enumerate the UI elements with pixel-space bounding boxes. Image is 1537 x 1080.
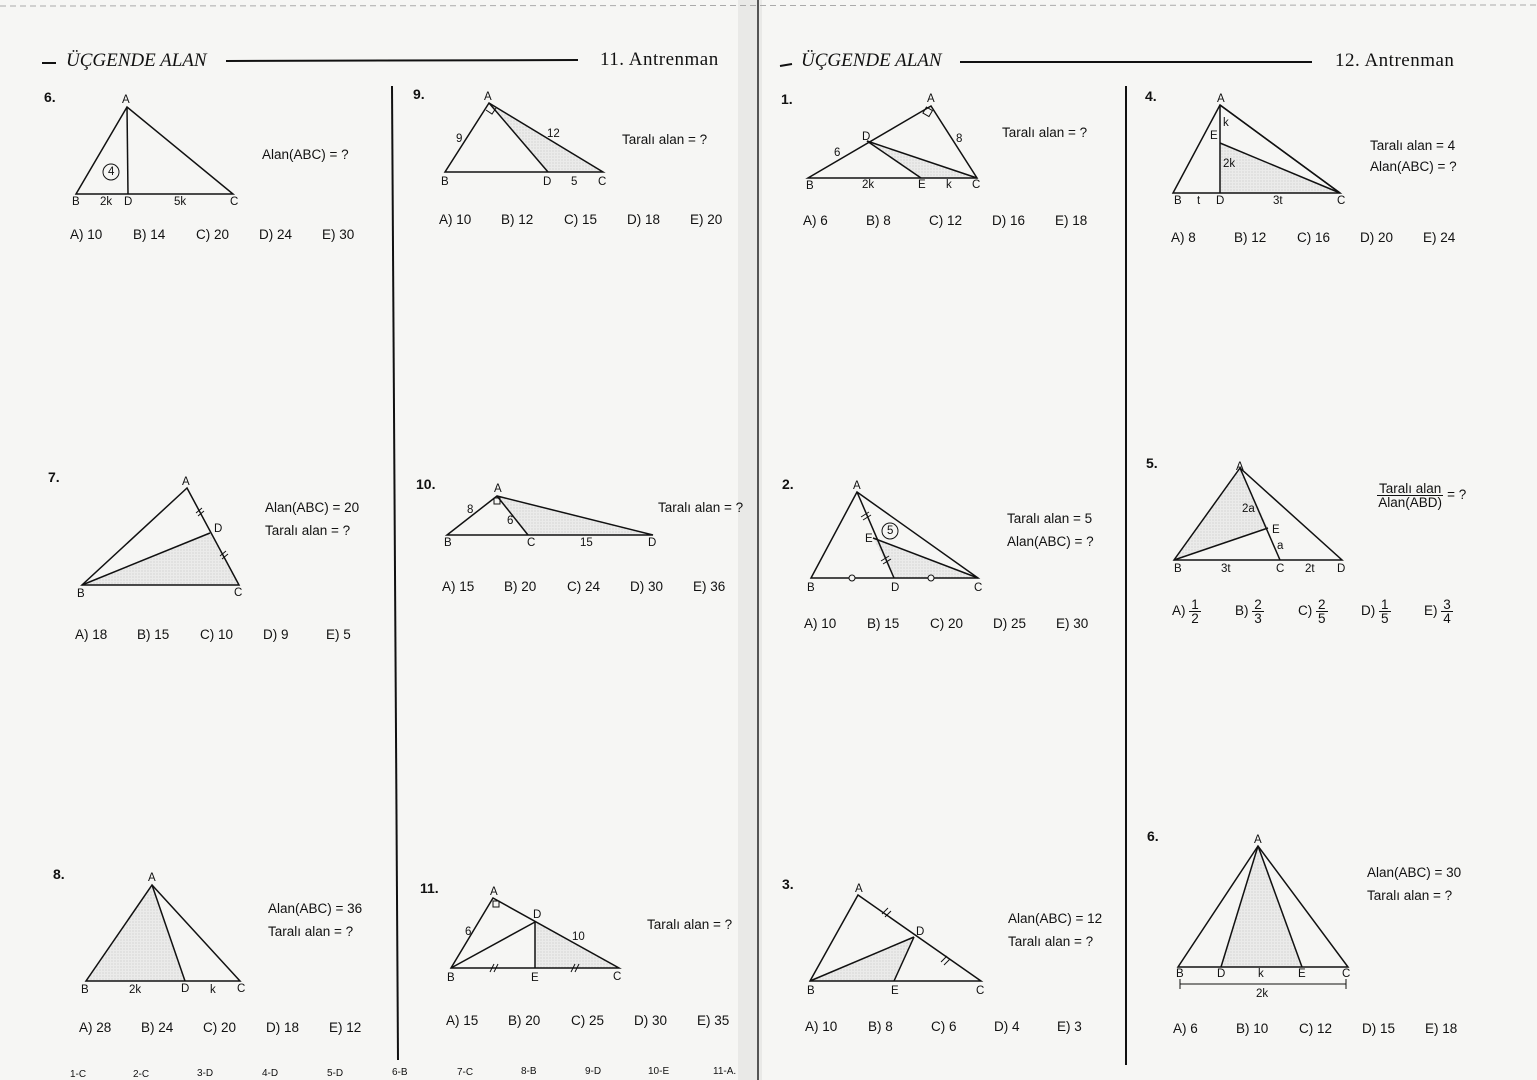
vertex-label: A [927, 93, 935, 105]
segment-label: 2k [862, 179, 875, 191]
segment-label: 8 [956, 133, 963, 145]
figure-q6 [76, 107, 233, 194]
option-b[interactable]: B) 8 [868, 1019, 893, 1034]
ratio-denominator: Alan(ABD) [1378, 495, 1443, 510]
segment-label: 2t [1305, 563, 1315, 575]
vertex-label: B [806, 180, 814, 192]
vertex-label: E [918, 179, 926, 191]
option-b[interactable]: B) 10 [1236, 1021, 1269, 1036]
option-fraction [1316, 598, 1328, 625]
option-a[interactable]: A) 6 [1173, 1021, 1198, 1036]
segment-label: 2k [100, 196, 113, 208]
given-question: Alan(ABC) = ? [1370, 159, 1457, 174]
option-d[interactable]: D) 18 [627, 212, 661, 227]
vertex-label: C [1337, 195, 1346, 207]
answer-key-item: 4-D [262, 1068, 279, 1079]
option-fraction [1189, 598, 1201, 625]
answer-key-item: 5-D [327, 1068, 344, 1079]
vertex-label: D [648, 537, 657, 549]
segment-label: 15 [580, 537, 593, 549]
option-b[interactable]: B) 12 [501, 212, 534, 227]
segment-label: 2k [1223, 158, 1236, 170]
vertex-label: D [1217, 968, 1226, 980]
option-fraction [1441, 598, 1453, 625]
answer-key-item: 10-E [648, 1066, 670, 1077]
vertex-label: E [531, 972, 539, 984]
fraction-denominator: 4 [1443, 611, 1451, 626]
given-question: Taralı alan = ? [1008, 934, 1094, 949]
option-c[interactable]: C) 24 [567, 579, 601, 594]
option-d[interactable]: D) 16 [992, 213, 1026, 228]
segment-label: 3t [1273, 195, 1283, 207]
vertex-label: D [543, 176, 552, 188]
option-letter: B) [1235, 603, 1249, 619]
segment-label: 5 [571, 176, 578, 188]
option-c[interactable]: C) 12 [1299, 1021, 1333, 1036]
question-number: 6. [44, 89, 56, 105]
fraction-denominator: 2 [1191, 611, 1199, 626]
left-header-session: 11. Antrenman [600, 49, 719, 70]
answer-key-item: 1-C [70, 1069, 87, 1080]
given-area: Alan(ABC) = ? [262, 147, 349, 162]
given-question: Taralı alan = ? [658, 500, 744, 515]
option-d[interactable]: D) 18 [266, 1020, 300, 1035]
segment-label: k [210, 984, 216, 996]
option-e[interactable] [1424, 598, 1453, 625]
segment-label: t [1197, 195, 1201, 207]
option-b[interactable]: B) 8 [866, 213, 891, 228]
vertex-label: C [974, 582, 983, 594]
option-fraction [1379, 598, 1391, 625]
segment-label: 2k [129, 984, 142, 996]
vertex-label: A [122, 94, 130, 106]
option-e[interactable]: E) 30 [322, 227, 355, 242]
option-d[interactable]: D) 24 [259, 227, 293, 242]
question-number: 7. [48, 469, 60, 485]
vertex-label: C [1276, 563, 1285, 575]
option-c[interactable]: C) 25 [571, 1013, 605, 1028]
option-d[interactable]: D) 4 [994, 1019, 1020, 1034]
vertex-label: E [865, 533, 873, 545]
option-e[interactable]: E) 24 [1423, 230, 1456, 245]
option-a[interactable]: A) 10 [805, 1019, 838, 1034]
given-question: Taralı alan = ? [622, 132, 708, 147]
option-a[interactable]: A) 15 [446, 1013, 479, 1028]
segment-label: 5k [174, 196, 187, 208]
vertex-label: D [891, 582, 900, 594]
vertex-label: A [855, 883, 863, 895]
given-question: Taralı alan = ? [265, 523, 351, 538]
option-b[interactable]: B) 20 [508, 1013, 541, 1028]
option-a[interactable]: A) 8 [1171, 230, 1196, 245]
option-d[interactable]: D) 9 [263, 627, 289, 642]
vertex-label: E [891, 985, 899, 997]
question-number: 4. [1145, 88, 1157, 104]
figure-r4 [1173, 105, 1340, 193]
option-a[interactable]: A) 18 [75, 627, 108, 642]
question-number: 6. [1147, 828, 1159, 844]
option-c[interactable]: C) 6 [931, 1019, 957, 1034]
vertex-label: D [1216, 195, 1225, 207]
option-a[interactable]: A) 10 [439, 212, 472, 227]
figure-q9 [445, 103, 603, 172]
header-dash-right [780, 64, 792, 66]
option-e[interactable]: E) 18 [1055, 213, 1088, 228]
ratio-fraction [1377, 482, 1443, 509]
given-question: Taralı alan = ? [647, 917, 733, 932]
option-d[interactable]: D) 25 [993, 616, 1027, 631]
given-area: Taralı alan = 4 [1370, 138, 1456, 153]
vertex-label: B [1174, 563, 1182, 575]
given-area: Taralı alan = 5 [1007, 511, 1093, 526]
vertex-label: A [494, 483, 502, 495]
option-e[interactable]: E) 35 [697, 1013, 730, 1028]
vertex-label: B [807, 582, 815, 594]
segment-label: 10 [572, 931, 585, 943]
fraction-denominator: 5 [1318, 611, 1326, 626]
answer-key-item: 11-A. [713, 1066, 737, 1077]
given-area: Alan(ABC) = 20 [265, 500, 360, 515]
option-a[interactable]: A) 10 [804, 616, 837, 631]
vertex-label: A [182, 476, 190, 488]
option-d[interactable]: D) 30 [634, 1013, 668, 1028]
answer-key-item: 3-D [197, 1068, 214, 1079]
vertex-label: B [77, 588, 85, 600]
fraction-denominator: 3 [1254, 611, 1262, 626]
option-a[interactable]: A) 15 [442, 579, 475, 594]
vertex-label: C [237, 983, 246, 995]
vertex-label: E [1298, 968, 1306, 980]
option-d[interactable] [1361, 598, 1391, 625]
left-header-title: ÜÇGENDE ALAN [66, 50, 207, 71]
fraction-numerator: 3 [1443, 597, 1451, 612]
vertex-label: B [1176, 968, 1184, 980]
given-question: Taralı alan = ? [268, 924, 354, 939]
segment-label: 9 [456, 133, 463, 145]
option-fraction [1252, 598, 1264, 625]
option-e[interactable]: E) 12 [329, 1020, 362, 1035]
vertex-label: B [441, 176, 449, 188]
vertex-label: C [976, 985, 985, 997]
vertex-label: E [1272, 524, 1280, 536]
option-b[interactable]: B) 20 [504, 579, 537, 594]
answer-key-item: 2-C [133, 1069, 150, 1080]
vertex-label: A [484, 91, 492, 103]
vertex-label: B [444, 537, 452, 549]
given-question: Taralı alan = ? [1002, 125, 1088, 140]
option-c[interactable]: C) 20 [203, 1020, 237, 1035]
vertex-label: C [1342, 968, 1351, 980]
option-b[interactable]: B) 15 [137, 627, 170, 642]
vertex-label: C [234, 587, 243, 599]
segment-label: 6 [507, 515, 514, 527]
option-d[interactable]: D) 20 [1360, 230, 1394, 245]
given-question: Taralı alan = ? [1367, 888, 1453, 903]
segment-label: k [946, 179, 952, 191]
answer-key-item: 8-B [521, 1066, 537, 1077]
vertex-label: A [1236, 461, 1244, 473]
option-c[interactable]: C) 12 [929, 213, 963, 228]
option-c[interactable]: C) 20 [930, 616, 964, 631]
fraction-numerator: 2 [1254, 597, 1262, 612]
header-rule-left [226, 60, 578, 61]
segment-label: 2a [1242, 503, 1255, 515]
segment-label: a [1277, 540, 1284, 552]
fraction-numerator: 1 [1191, 597, 1199, 612]
vertex-label: C [527, 537, 536, 549]
vertex-label: B [807, 985, 815, 997]
segment-label: 6 [465, 926, 472, 938]
fraction-numerator: 2 [1318, 597, 1326, 612]
fraction-denominator: 5 [1381, 611, 1389, 626]
question-number: 3. [782, 876, 794, 892]
option-a[interactable] [1172, 598, 1201, 625]
given-area: Alan(ABC) = 12 [1008, 911, 1103, 926]
option-e[interactable]: E) 18 [1425, 1021, 1458, 1036]
question-number: 1. [781, 91, 793, 107]
vertex-label: B [1174, 195, 1182, 207]
vertex-label: D [916, 926, 925, 938]
figure-q10 [447, 496, 653, 535]
option-e[interactable]: E) 5 [326, 627, 351, 642]
question-number: 10. [416, 476, 436, 492]
option-e[interactable]: E) 20 [690, 212, 723, 227]
vertex-label: A [490, 886, 498, 898]
vertex-label: D [1337, 563, 1346, 575]
given-area: Alan(ABC) = 36 [268, 901, 363, 916]
area-label: 5 [887, 525, 894, 537]
segment-label: 6 [834, 147, 841, 159]
question-number: 9. [413, 86, 425, 102]
question-number: 8. [53, 866, 65, 882]
given-area: Alan(ABC) = 30 [1367, 865, 1462, 880]
option-letter: D) [1361, 603, 1376, 619]
option-letter: A) [1172, 603, 1186, 619]
figure-r1 [808, 106, 977, 178]
vertex-label: A [1217, 93, 1225, 105]
segment-label: k [1258, 968, 1264, 980]
vertex-label: E [1210, 130, 1218, 142]
figure-r5 [1174, 468, 1342, 560]
option-e[interactable]: E) 3 [1057, 1019, 1082, 1034]
segment-label: 3t [1221, 563, 1231, 575]
option-c[interactable]: C) 15 [564, 212, 598, 227]
option-a[interactable]: A) 10 [70, 227, 103, 242]
option-b[interactable] [1235, 598, 1264, 625]
vertex-label: C [598, 176, 607, 188]
vertex-label: D [124, 196, 133, 208]
segment-label: 8 [467, 504, 474, 516]
vertex-label: A [148, 872, 156, 884]
vertex-label: B [81, 984, 89, 996]
ratio-equals: = ? [1447, 487, 1467, 503]
vertex-label: C [230, 196, 239, 208]
vertex-label: A [853, 480, 861, 492]
vertex-label: D [181, 983, 190, 995]
vertex-label: C [972, 179, 981, 191]
answer-key-item: 6-B [392, 1067, 408, 1078]
option-b[interactable]: B) 15 [867, 616, 900, 631]
fraction-numerator: 1 [1381, 597, 1389, 612]
ratio-numerator: Taralı alan [1379, 481, 1442, 496]
question-number: 5. [1146, 455, 1158, 471]
option-c[interactable]: C) 20 [196, 227, 230, 242]
option-letter: E) [1424, 603, 1438, 619]
option-d[interactable]: D) 30 [630, 579, 664, 594]
segment-label: 2k [1256, 988, 1269, 1000]
option-c[interactable]: C) 10 [200, 627, 234, 642]
segment-label: 12 [547, 128, 560, 140]
option-b[interactable]: B) 14 [133, 227, 166, 242]
vertex-label: B [72, 196, 80, 208]
option-c[interactable]: C) 16 [1297, 230, 1331, 245]
option-a[interactable]: A) 28 [79, 1020, 112, 1035]
option-e[interactable]: E) 30 [1056, 616, 1089, 631]
right-header-session: 12. Antrenman [1335, 50, 1455, 71]
figure-r2 [811, 492, 978, 581]
right-header-title: ÜÇGENDE ALAN [801, 50, 942, 71]
vertex-label: A [1254, 834, 1262, 846]
answer-key-item: 9-D [585, 1066, 602, 1077]
given-ratio [1377, 482, 1466, 509]
vertex-label: D [533, 909, 542, 921]
option-a[interactable]: A) 6 [803, 213, 828, 228]
option-b[interactable]: B) 12 [1234, 230, 1267, 245]
top-scan-edge [0, 5, 1537, 6]
vertex-label: D [862, 131, 871, 143]
question-number: 11. [420, 880, 439, 896]
option-e[interactable]: E) 36 [693, 579, 726, 594]
vertex-label: C [613, 971, 622, 983]
question-number: 2. [782, 476, 794, 492]
figure-q7 [82, 488, 239, 585]
option-c[interactable] [1298, 598, 1328, 625]
figure-r3 [810, 895, 981, 981]
area-label: 4 [108, 166, 115, 178]
answer-key-item: 7-C [457, 1067, 474, 1078]
option-letter: C) [1298, 603, 1313, 619]
vertex-label: D [214, 523, 223, 535]
option-b[interactable]: B) 24 [141, 1020, 174, 1035]
given-question: Alan(ABC) = ? [1007, 534, 1094, 549]
segment-label: k [1223, 117, 1229, 129]
vertex-label: B [447, 972, 455, 984]
option-d[interactable]: D) 15 [1362, 1021, 1396, 1036]
column-divider-left [392, 86, 398, 1060]
figure-q8 [86, 885, 240, 981]
